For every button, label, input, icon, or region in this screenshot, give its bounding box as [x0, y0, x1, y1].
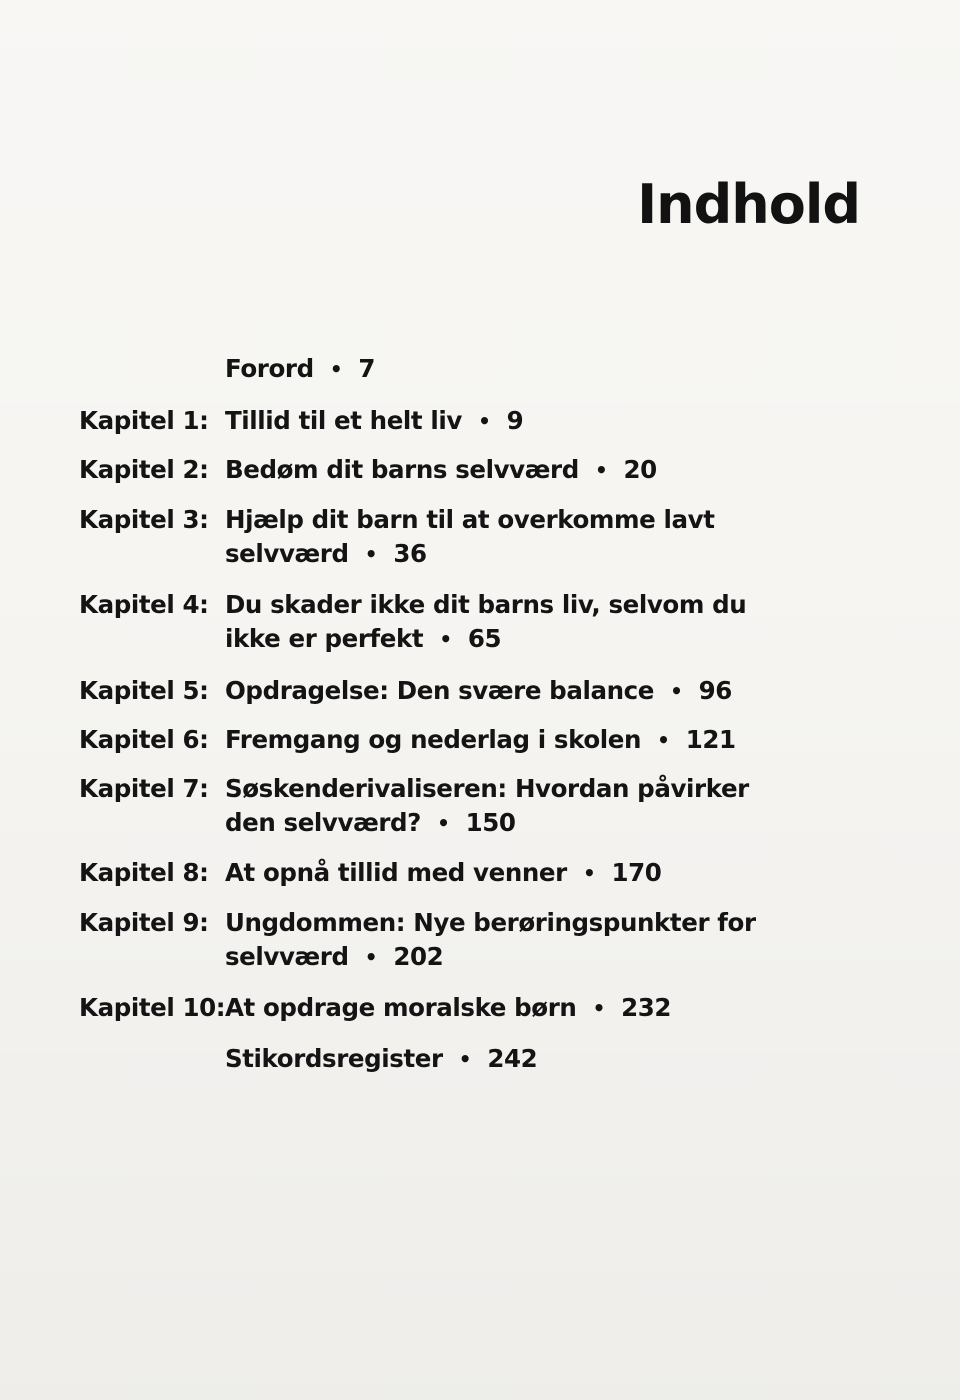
bullet-separator: • — [364, 945, 378, 969]
page-number: 36 — [393, 539, 427, 568]
toc-entry-chapter-6 — [79, 723, 839, 757]
page-number: 7 — [358, 354, 376, 383]
entry-title-line: selvværd — [225, 539, 349, 568]
toc-entry-chapter-8 — [79, 856, 839, 890]
chapter-label: Kapitel 4: — [79, 590, 209, 619]
toc-entry-stikordsregister — [79, 1042, 839, 1076]
page-number: 150 — [465, 808, 516, 837]
toc-entry-chapter-2 — [79, 453, 839, 487]
bullet-separator: • — [458, 1047, 472, 1071]
page-number: 9 — [506, 406, 524, 435]
entry-title — [225, 1042, 785, 1076]
table-of-contents — [79, 352, 839, 1076]
page-number: 96 — [698, 676, 732, 705]
bullet-separator: • — [478, 409, 491, 433]
entry-title — [225, 352, 785, 386]
entry-title-line: Bedøm dit barns selvværd — [225, 455, 579, 484]
bullet-separator: • — [670, 679, 683, 703]
entry-title-line: Opdragelse: Den svære balance — [225, 676, 654, 705]
entry-title-line: Ungdommen: Nye berøringspunkter for — [225, 908, 756, 937]
entry-title — [225, 772, 785, 840]
toc-entry-chapter-10 — [79, 991, 839, 1025]
entry-title — [225, 674, 785, 708]
page-number: 170 — [611, 858, 662, 887]
toc-entry-forord — [79, 352, 839, 386]
toc-entry-chapter-7 — [79, 772, 839, 840]
bullet-separator: • — [439, 627, 452, 651]
chapter-label: Kapitel 3: — [79, 505, 209, 534]
bullet-separator: • — [657, 728, 670, 752]
page-number: 202 — [393, 942, 444, 971]
entry-title — [225, 503, 785, 571]
page-number: 20 — [623, 455, 657, 484]
chapter-label: Kapitel 8: — [79, 858, 209, 887]
entry-title-line: Forord — [225, 354, 314, 383]
bullet-separator: • — [582, 861, 596, 885]
toc-entry-chapter-1 — [79, 404, 839, 438]
entry-title-line: At opnå tillid med venner — [225, 858, 567, 887]
bullet-separator: • — [364, 542, 378, 566]
entry-title — [225, 453, 785, 487]
page-number: 121 — [685, 725, 736, 754]
entry-title — [225, 991, 785, 1025]
toc-entry-chapter-5 — [79, 674, 839, 708]
entry-title — [225, 856, 785, 890]
entry-title-line: Tillid til et helt liv — [225, 406, 462, 435]
chapter-label: Kapitel 2: — [79, 455, 209, 484]
chapter-label: Kapitel 7: — [79, 774, 209, 803]
toc-entry-chapter-3 — [79, 503, 839, 571]
toc-entry-chapter-4 — [79, 588, 839, 656]
entry-title-line: ikke er perfekt — [225, 624, 424, 653]
page-number: 232 — [621, 993, 672, 1022]
chapter-label: Kapitel 6: — [79, 725, 209, 754]
entry-title-line: Fremgang og nederlag i skolen — [225, 725, 642, 754]
entry-title-line: Søskenderivaliseren: Hvordan påvirker — [225, 774, 749, 803]
page-title: Indhold — [637, 173, 860, 236]
chapter-label: Kapitel 5: — [79, 676, 209, 705]
chapter-label: Kapitel 9: — [79, 908, 209, 937]
entry-title-line: den selvværd? — [225, 808, 421, 837]
bullet-separator: • — [437, 811, 450, 835]
chapter-label: Kapitel 1: — [79, 406, 209, 435]
entry-title-line: Hjælp dit barn til at overkomme lavt — [225, 505, 715, 534]
entry-title — [225, 588, 785, 656]
bullet-separator: • — [594, 458, 608, 482]
entry-title-line: Stikordsregister — [225, 1044, 443, 1073]
page-number: 242 — [487, 1044, 538, 1073]
entry-title-line: At opdrage moralske børn — [225, 993, 577, 1022]
bullet-separator: • — [329, 357, 343, 381]
entry-title-line: Du skader ikke dit barns liv, selvom du — [225, 590, 747, 619]
entry-title-line: selvværd — [225, 942, 349, 971]
bullet-separator: • — [592, 996, 605, 1020]
chapter-label: Kapitel 10: — [79, 993, 226, 1022]
page-number: 65 — [467, 624, 502, 653]
toc-entry-chapter-9 — [79, 906, 839, 974]
entry-title — [225, 906, 785, 974]
entry-title — [225, 723, 785, 757]
entry-title — [225, 404, 785, 438]
